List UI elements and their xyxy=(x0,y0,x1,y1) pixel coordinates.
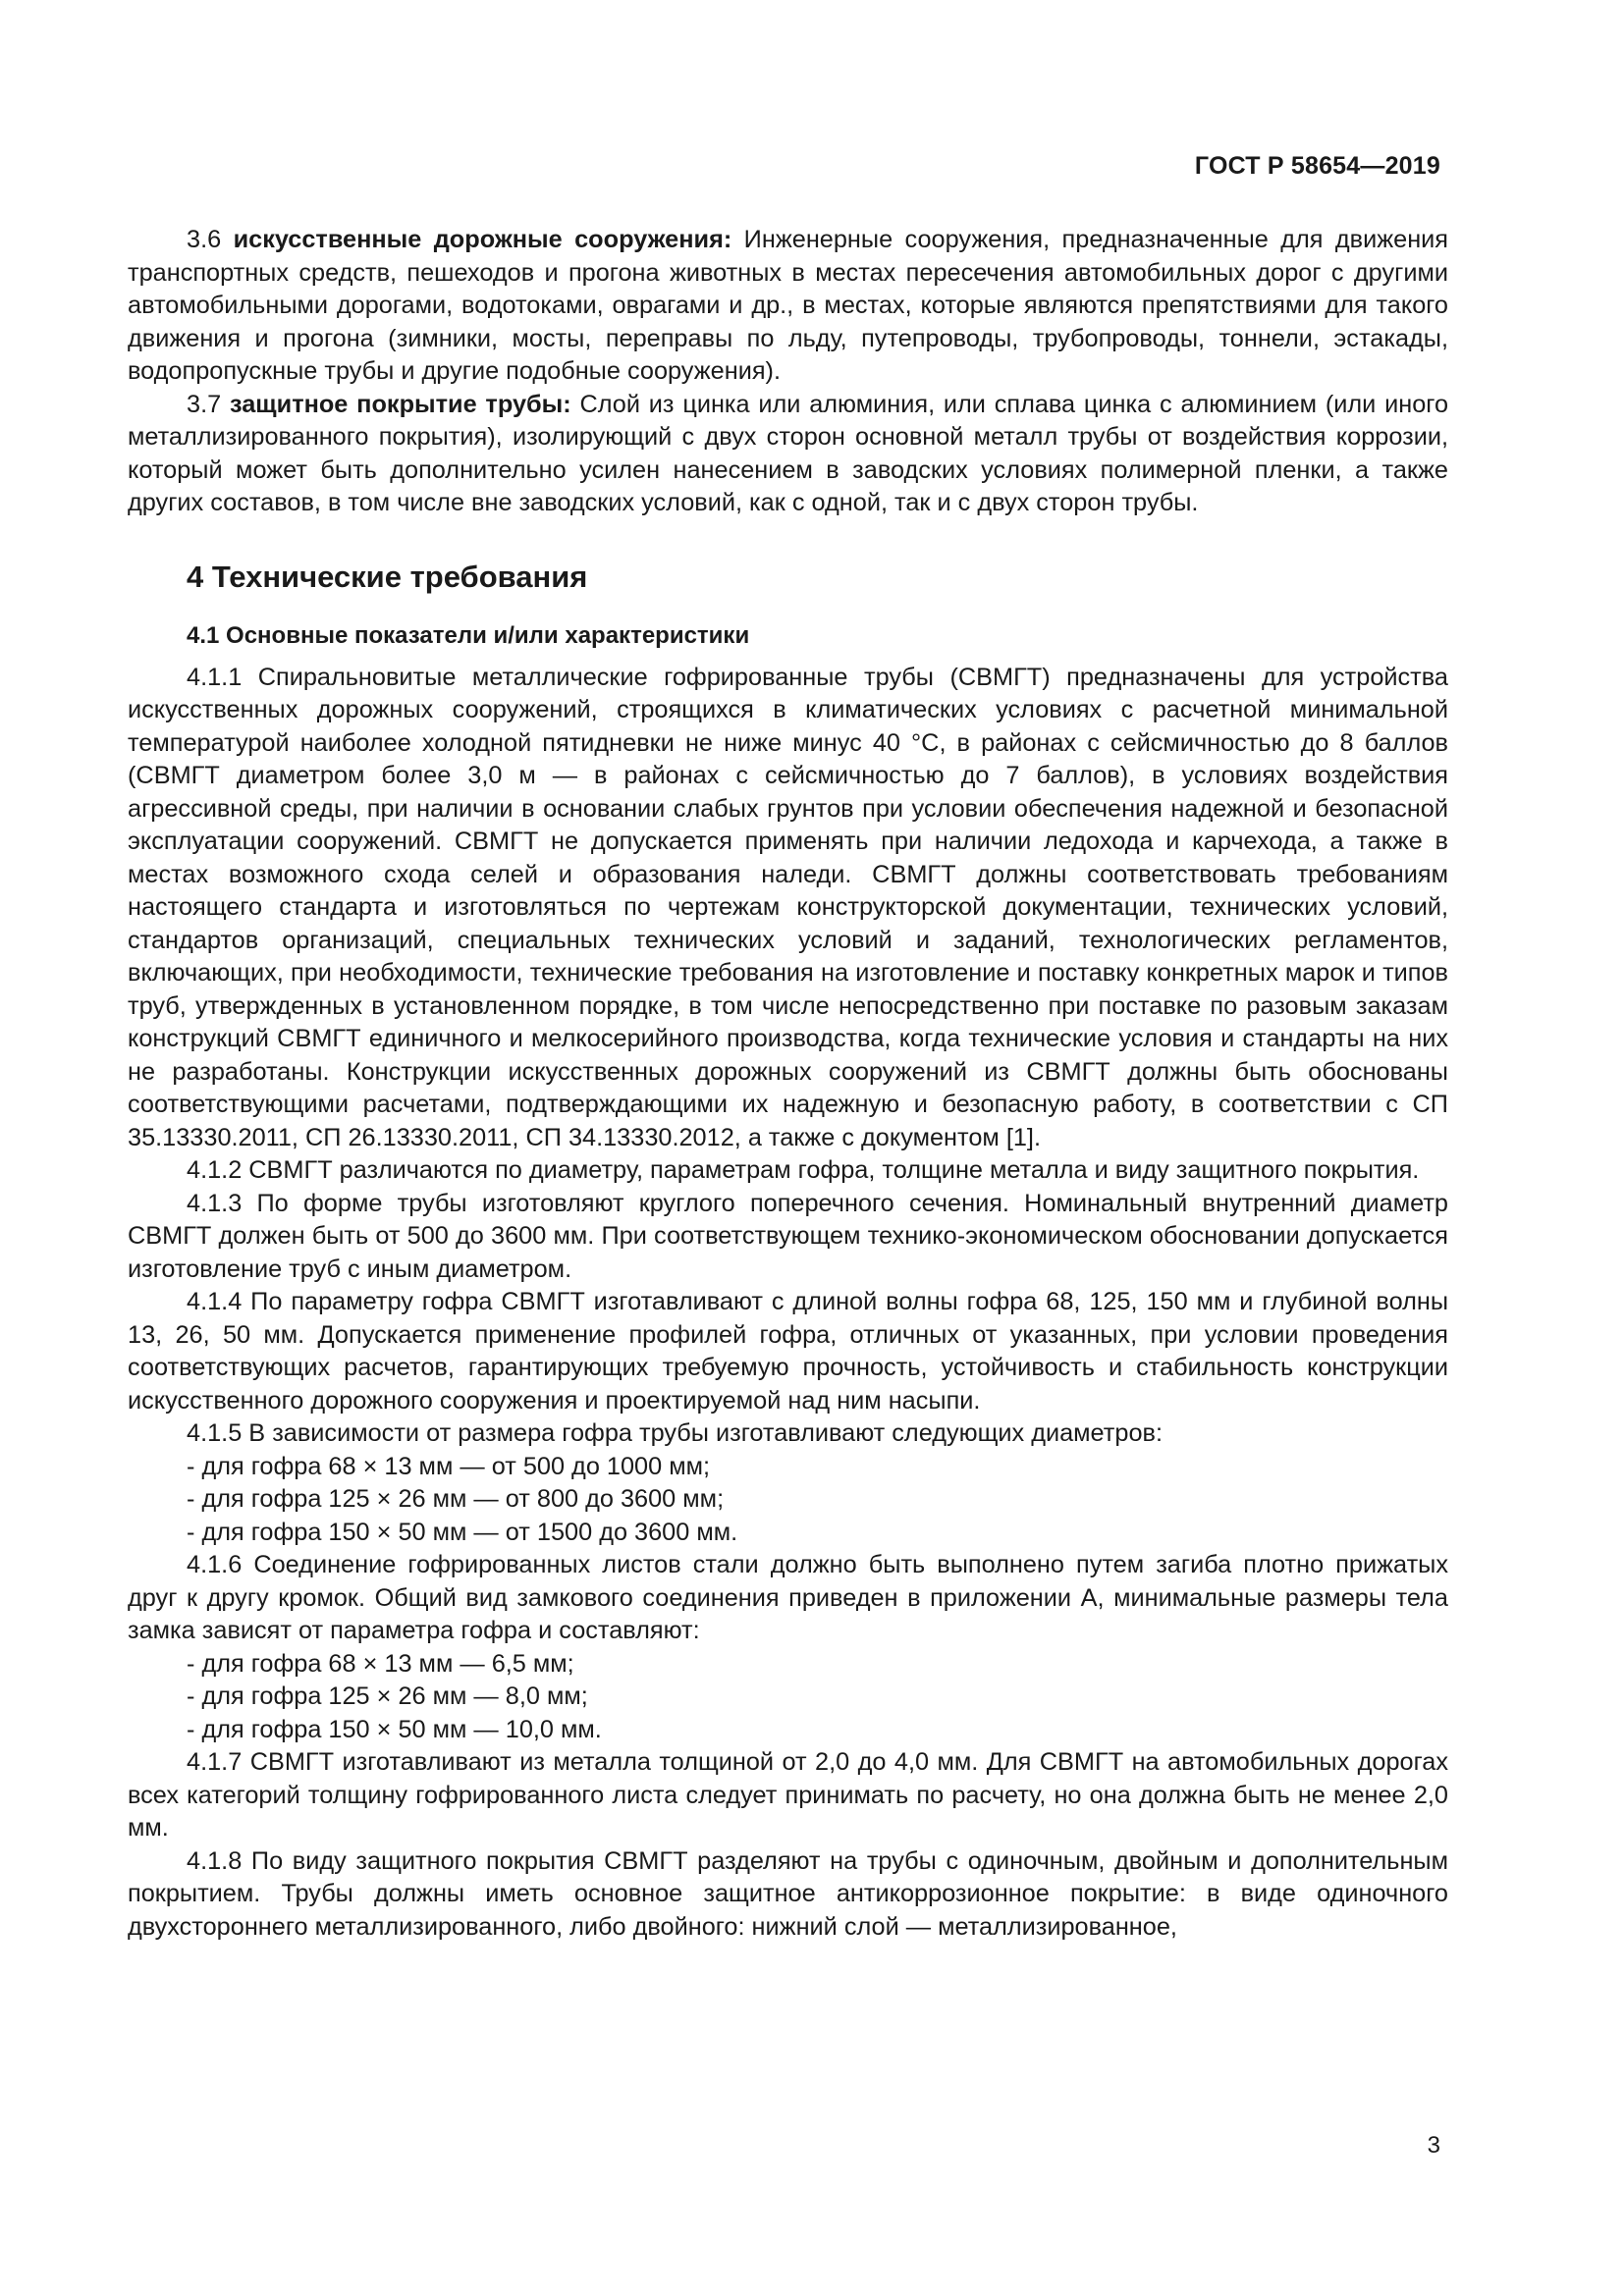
clause-number: 3.7 xyxy=(187,390,222,418)
subsection-title: 4.1 Основные показатели и/или характеристики xyxy=(187,621,750,649)
document-code-header: ГОСТ Р 58654—2019 xyxy=(1194,152,1440,180)
list-item: - для гофра 150 × 50 мм — 10,0 мм. xyxy=(187,1715,602,1743)
paragraph-4-1-4: 4.1.4 По параметру гофра СВМГТ изготавливают с длиной волны гофра 68, 125, 150 мм и глубиной волны 13, 26, 50 мм. Допускается применение профилей гофра, отличных от указанных, при условии проведения соответствующих расчетов, гарантирующих требуемую прочность, устойчивость и стабильность конструкции искусственного дорожного сооружения и проектируемой над ним насыпи. xyxy=(128,1288,1448,1415)
definition: Слой из цинка или алюминия, или сплава цинка с алюминием (или иного металлизированного покрытия), изолирующий с двух сторон основной металл трубы от воздействия коррозии, который может быть дополнительно усилен нанесением в заводских условиях полимерной пленки, а также других составов, в том числе вне заводских условий, как с одной, так и с двух сторон трубы. xyxy=(128,390,1449,516)
section-title: 4 Технические требования xyxy=(187,559,588,594)
paragraph-4-1-5: 4.1.5 В зависимости от размера гофра трубы изготавливают следующих диаметров: xyxy=(187,1419,1163,1447)
paragraph-4-1-8: 4.1.8 По виду защитного покрытия СВМГТ разделяют на трубы с одиночным, двойным и дополнительным покрытием. Трубы должны иметь основное защитное антикоррозионное покрытие: в виде одиночного двухстороннего металлизированного, либо двойного: нижний слой — металлизированное, xyxy=(128,1846,1448,1941)
paragraph-4-1-3: 4.1.3 По форме трубы изготовляют круглого поперечного сечения. Номинальный внутренний диаметр СВМГТ должен быть от 500 до 3600 мм. При соответствующем технико-экономическом обосновании допускается изготовление труб с иным диаметром. xyxy=(128,1189,1448,1283)
paragraph-4-1-7: 4.1.7 СВМГТ изготавливают из металла толщиной от 2,0 до 4,0 мм. Для СВМГТ на автомобильных дорогах всех категорий толщину гофрированного листа следует принимать по расчету, но она должна быть не менее 2,0 мм. xyxy=(128,1748,1448,1842)
definition: Инженерные сооружения, предназначенные для движения транспортных средств, пешеходов и прогона животных в местах пересечения автомобильных дорог с другими автомобильными дорогами, водотоками, оврагами и др., в местах, которые являются препятствиями для такого движения и прогона (зимники, мосты, переправы по льду, путепроводы, трубопроводы, тоннели, эстакады, водопропускные трубы и другие подобные сооружения). xyxy=(128,226,1448,385)
clause-number: 3.6 xyxy=(187,226,222,253)
clause-3-7 xyxy=(128,389,1448,520)
paragraph-4-1-2: 4.1.2 СВМГТ различаются по диаметру, параметрам гофра, толщине металла и виду защитного покрытия. xyxy=(187,1156,1420,1184)
page-number: 3 xyxy=(1427,2132,1440,2159)
paragraph-4-1-6: 4.1.6 Соединение гофрированных листов стали должно быть выполнено путем загиба плотно прижатых друг к другу кромок. Общий вид замкового соединения приведен в приложении А, минимальные размеры тела замка зависят от параметра гофра и составляют: xyxy=(128,1551,1448,1644)
list-item: - для гофра 150 × 50 мм — от 1500 до 3600 мм. xyxy=(187,1518,738,1546)
term: защитное покрытие трубы: xyxy=(229,390,571,418)
list-item: - для гофра 68 × 13 мм — от 500 до 1000 мм; xyxy=(187,1452,711,1480)
list-item: - для гофра 125 × 26 мм — от 800 до 3600 мм; xyxy=(187,1485,725,1513)
clause-3-6 xyxy=(128,224,1448,389)
term: искусственные дорожные сооружения: xyxy=(233,226,732,253)
paragraph-4-1-1: 4.1.1 Спиральновитые металлические гофрированные трубы (СВМГТ) предназначены для устройства искусственных дорожных сооружений, строящихся в климатических условиях с расчетной минимальной температурой наиболее холодной пятидневки не ниже минус 40 °С, в районах с сейсмичностью до 8 баллов (СВМГТ диаметром более 3,0 м — в районах с сейсмичностью до 7 баллов), в условиях воздействия агрессивной среды, при наличии в основании слабых грунтов при условии обеспечения надежной и безопасной эксплуатации сооружений. СВМГТ не допускается применять при наличии ледохода и карчехода, а также в местах возможного схода селей и образования наледи. СВМГТ должны соответствовать требованиям настоящего стандарта и изготовляться по чертежам конструкторской документации, технических условий, стандартов организаций, специальных технических условий и заданий, технологических регламентов, включающих, при необходимости, технические требования на изготовление и поставку конкретных марок и типов труб, утвержденных в установленном порядке, в том числе непосредственно при поставке по разовым заказам конструкций СВМГТ единичного и мелкосерийного производства, когда технические условия и стандарты на них не разработаны. Конструкции искусственных дорожных сооружений из СВМГТ должны быть обоснованы соответствующими расчетами, подтверждающими их надежную и безопасную работу, в соответствии с СП 35.13330.2011, СП 26.13330.2011, СП 34.13330.2012, а также с документом [1]. xyxy=(128,663,1448,1151)
document-body xyxy=(128,224,1448,1944)
list-item: - для гофра 68 × 13 мм — 6,5 мм; xyxy=(187,1649,574,1678)
list-item: - для гофра 125 × 26 мм — 8,0 мм; xyxy=(187,1682,588,1710)
